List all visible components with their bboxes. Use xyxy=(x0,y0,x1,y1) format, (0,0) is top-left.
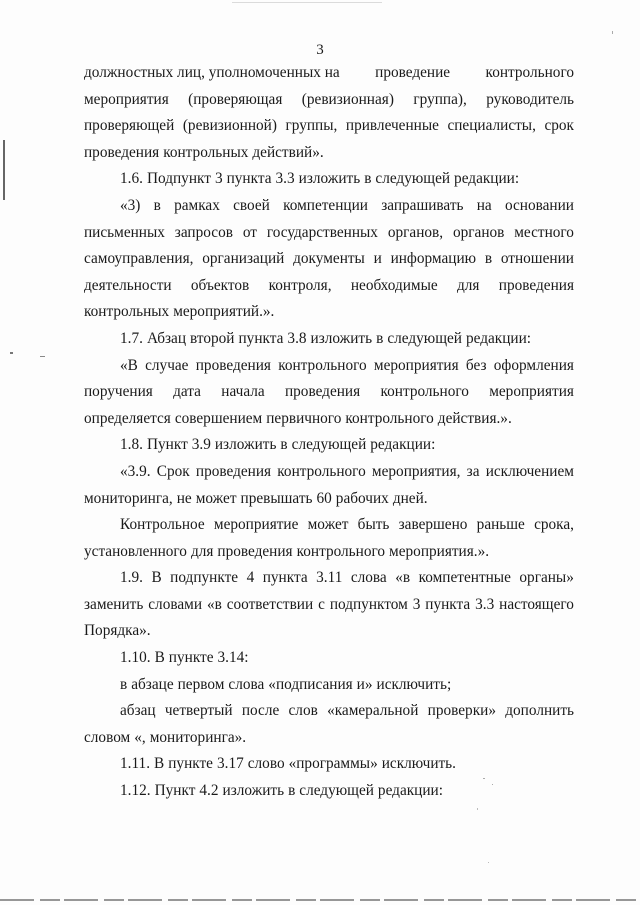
word: органов xyxy=(452,223,505,241)
word: с xyxy=(318,595,325,613)
word: срок xyxy=(544,117,574,135)
word: необходимые xyxy=(350,276,438,294)
word: превышать xyxy=(240,489,313,507)
word: местного xyxy=(514,223,574,241)
word: в xyxy=(288,782,296,800)
text-line xyxy=(84,193,574,220)
word: пункта xyxy=(226,170,272,188)
word: словом xyxy=(84,728,131,746)
word: «3) xyxy=(120,196,141,214)
word: исключить; xyxy=(376,675,452,693)
word: «в xyxy=(206,595,222,613)
text-line xyxy=(84,379,574,406)
word: изложить xyxy=(298,170,361,188)
word: мероприятия.». xyxy=(389,542,490,560)
word: 1.8. xyxy=(120,436,143,454)
scan-artifact xyxy=(477,808,478,810)
word: (ревизионной) xyxy=(182,117,277,135)
text-line xyxy=(84,672,574,699)
word: должностных лиц, уполномоченных на xyxy=(84,64,340,81)
word: начала xyxy=(221,383,265,401)
word: исключить. xyxy=(381,755,456,773)
text-line xyxy=(84,432,574,459)
word: проведения xyxy=(284,383,361,401)
word: контрольного xyxy=(278,356,367,374)
word: 1.9. xyxy=(120,569,143,587)
word: проведения xyxy=(217,542,293,560)
word: контрольного xyxy=(296,542,386,560)
word: привлеченные xyxy=(345,117,439,135)
word: мероприятия xyxy=(489,383,574,401)
word: совершением xyxy=(174,409,263,427)
word: письменных xyxy=(84,223,165,241)
word: следующей xyxy=(387,329,462,347)
word: объектов xyxy=(190,276,250,294)
word: пункта xyxy=(262,569,308,587)
word: и» xyxy=(356,675,373,693)
word: В xyxy=(154,755,165,773)
word: редакции: xyxy=(465,329,532,347)
text-line xyxy=(84,299,574,326)
word: заменить xyxy=(84,595,144,613)
word: срока, xyxy=(534,516,574,534)
word: настоящего xyxy=(499,595,574,613)
word: изложить xyxy=(222,782,285,800)
text-line xyxy=(84,539,574,566)
word: 3.17 xyxy=(216,755,244,773)
word: редакции: xyxy=(377,782,443,800)
word: группы, xyxy=(285,117,338,135)
word: исключением xyxy=(485,462,574,480)
word: поручения xyxy=(84,383,153,401)
word: документы xyxy=(293,250,365,268)
word: государственных xyxy=(266,223,378,241)
text-line xyxy=(84,406,574,433)
scan-bottom-edge xyxy=(0,899,640,901)
word: (проверяющая xyxy=(188,90,283,108)
word: органы» xyxy=(519,569,574,587)
word: 3 xyxy=(412,595,421,613)
word: контрольных xyxy=(163,143,249,161)
text-line xyxy=(84,246,574,273)
word: отношении xyxy=(500,250,574,268)
word: слов xyxy=(288,702,318,720)
word: мероприятие xyxy=(213,516,299,534)
scan-artifact xyxy=(10,352,13,354)
word: подпунктом xyxy=(329,595,408,613)
word: организаций xyxy=(202,250,285,268)
word: дней. xyxy=(392,489,428,507)
word: проверки» xyxy=(427,702,496,720)
word: мероприятий.». xyxy=(173,303,275,321)
word: «, xyxy=(134,728,146,746)
word: определяется xyxy=(84,409,171,427)
word: 4 xyxy=(246,569,255,587)
word: на xyxy=(476,196,492,214)
word: компетенции xyxy=(283,196,368,214)
word: изложить xyxy=(214,436,277,454)
text-line xyxy=(84,60,574,87)
word: запрашивать xyxy=(381,196,464,214)
word: мероприятия xyxy=(373,356,459,374)
word: словами xyxy=(148,595,203,613)
word: 3.14: xyxy=(217,649,249,667)
page-number: 3 xyxy=(316,42,324,58)
text-line xyxy=(84,486,574,513)
word: может xyxy=(307,516,349,534)
text-line xyxy=(84,698,574,725)
word: 1.12. xyxy=(120,782,151,800)
word: 1.11. xyxy=(120,755,151,773)
word: 3.3 xyxy=(475,595,495,613)
word: завершено xyxy=(398,516,468,534)
word: раньше xyxy=(476,516,525,534)
word: четвертый xyxy=(164,702,233,720)
word: «программы» xyxy=(288,755,378,773)
word: пункте xyxy=(168,755,213,773)
word: деятельности xyxy=(84,276,172,294)
word: абзац xyxy=(120,702,156,720)
document-body xyxy=(84,60,574,805)
word: после xyxy=(241,702,280,720)
text-line xyxy=(84,166,574,193)
text-line xyxy=(84,87,574,114)
word: слово xyxy=(247,755,285,773)
word: соответствии xyxy=(226,595,314,613)
word: пункте xyxy=(168,649,214,667)
word: Срок xyxy=(156,462,190,480)
word: мероприятия, xyxy=(371,462,461,480)
word: подпункте xyxy=(170,569,239,587)
word: абзаце xyxy=(131,675,174,693)
word: «подписания xyxy=(268,675,353,693)
word: случае xyxy=(145,356,189,374)
word: «камеральной xyxy=(327,702,419,720)
word: установленного xyxy=(84,542,187,560)
word: может xyxy=(195,489,237,507)
word: информацию xyxy=(390,250,477,268)
word: 3.11 xyxy=(316,569,343,587)
word: Пункт xyxy=(146,436,188,454)
word: для xyxy=(457,276,480,294)
word: следующей xyxy=(299,782,374,800)
word: дата xyxy=(173,383,201,401)
scan-artifact xyxy=(3,140,5,200)
word: для xyxy=(190,542,214,560)
text-line xyxy=(84,725,574,752)
word: проверяющей xyxy=(84,117,175,135)
text-line xyxy=(84,113,574,140)
text-line xyxy=(84,778,574,805)
text-line xyxy=(84,459,574,486)
word: своей xyxy=(233,196,270,214)
word: изложить xyxy=(310,329,373,347)
word: 1.6. xyxy=(120,170,143,188)
word: контрольного xyxy=(345,409,434,427)
word: действий». xyxy=(252,143,324,161)
word: контроля, xyxy=(268,276,332,294)
word: 3 xyxy=(214,170,223,188)
text-line xyxy=(84,565,574,592)
word: проведения xyxy=(195,356,271,374)
word: мониторинга, xyxy=(84,489,173,507)
word: Пункт xyxy=(154,782,196,800)
word: «В xyxy=(120,356,138,374)
scan-artifact xyxy=(40,356,45,357)
word: оформления xyxy=(493,356,574,374)
word: следующей xyxy=(375,170,451,188)
word: рамках xyxy=(174,196,220,214)
word: в xyxy=(484,250,493,268)
word: проведения xyxy=(84,143,160,161)
text-line xyxy=(84,592,574,619)
word: Подпункт xyxy=(146,170,211,188)
word: в xyxy=(376,329,384,347)
word: мониторинга». xyxy=(149,728,247,746)
word: мероприятия xyxy=(84,90,169,108)
word: 3.3 xyxy=(275,170,295,188)
word: руководитель xyxy=(486,90,574,108)
scan-artifact xyxy=(612,31,613,34)
word: 3.8 xyxy=(287,329,307,347)
word: быть xyxy=(357,516,390,534)
text-line xyxy=(84,618,574,645)
word: компетентные xyxy=(418,569,511,587)
scan-artifact xyxy=(232,2,382,3)
word: первичного xyxy=(266,409,342,427)
word: 1.10. xyxy=(120,649,151,667)
word: редакции: xyxy=(370,436,436,454)
word: и xyxy=(373,250,382,268)
text-line xyxy=(84,273,574,300)
word: в xyxy=(364,170,372,188)
text-line xyxy=(84,751,574,778)
word: «в xyxy=(395,569,411,587)
word: дополнить xyxy=(505,702,574,720)
text-line xyxy=(84,512,574,539)
scan-artifact xyxy=(488,862,489,863)
word: контрольных xyxy=(84,303,170,321)
word: не xyxy=(176,489,192,507)
text-line xyxy=(84,220,574,247)
word: без xyxy=(465,356,487,374)
word: 60 xyxy=(316,489,332,507)
word: проведения xyxy=(498,276,574,294)
word: от xyxy=(242,223,257,241)
word: слова xyxy=(350,569,387,587)
word: 3.9 xyxy=(191,436,211,454)
word: пункта xyxy=(238,329,284,347)
word: самоуправления, xyxy=(84,250,194,268)
word: Контрольное xyxy=(120,516,205,534)
word: в xyxy=(280,436,288,454)
word: проведения xyxy=(195,462,272,480)
text-line xyxy=(84,326,574,353)
word: слова xyxy=(228,675,265,693)
word: запросов xyxy=(174,223,233,241)
word: рабочих xyxy=(335,489,389,507)
word: «3.9. xyxy=(120,462,151,480)
word: пункта xyxy=(425,595,471,613)
word: действия.». xyxy=(437,409,512,427)
word: 1.7. xyxy=(120,329,143,347)
text-line xyxy=(84,353,574,380)
text-line xyxy=(84,140,574,167)
word: второй xyxy=(190,329,235,347)
word: основании xyxy=(504,196,574,214)
word: специалисты, xyxy=(447,117,536,135)
word: (ревизионная) xyxy=(301,90,394,108)
word: группа), xyxy=(413,90,467,108)
word: редакции: xyxy=(454,170,520,188)
word: В xyxy=(154,649,165,667)
word: проведение xyxy=(375,64,451,81)
word: в xyxy=(120,675,128,693)
word: контрольного xyxy=(380,383,469,401)
word: первом xyxy=(177,675,225,693)
text-line xyxy=(84,645,574,672)
word: Абзац xyxy=(146,329,187,347)
word: органов, xyxy=(387,223,444,241)
word: контрольного xyxy=(277,462,366,480)
word: Порядка». xyxy=(84,622,151,640)
word: в xyxy=(153,196,161,214)
word: следующей xyxy=(291,436,367,454)
word: за xyxy=(466,462,480,480)
word: В xyxy=(151,569,162,587)
word: 4.2 xyxy=(199,782,219,800)
word: контрольного xyxy=(485,64,574,81)
